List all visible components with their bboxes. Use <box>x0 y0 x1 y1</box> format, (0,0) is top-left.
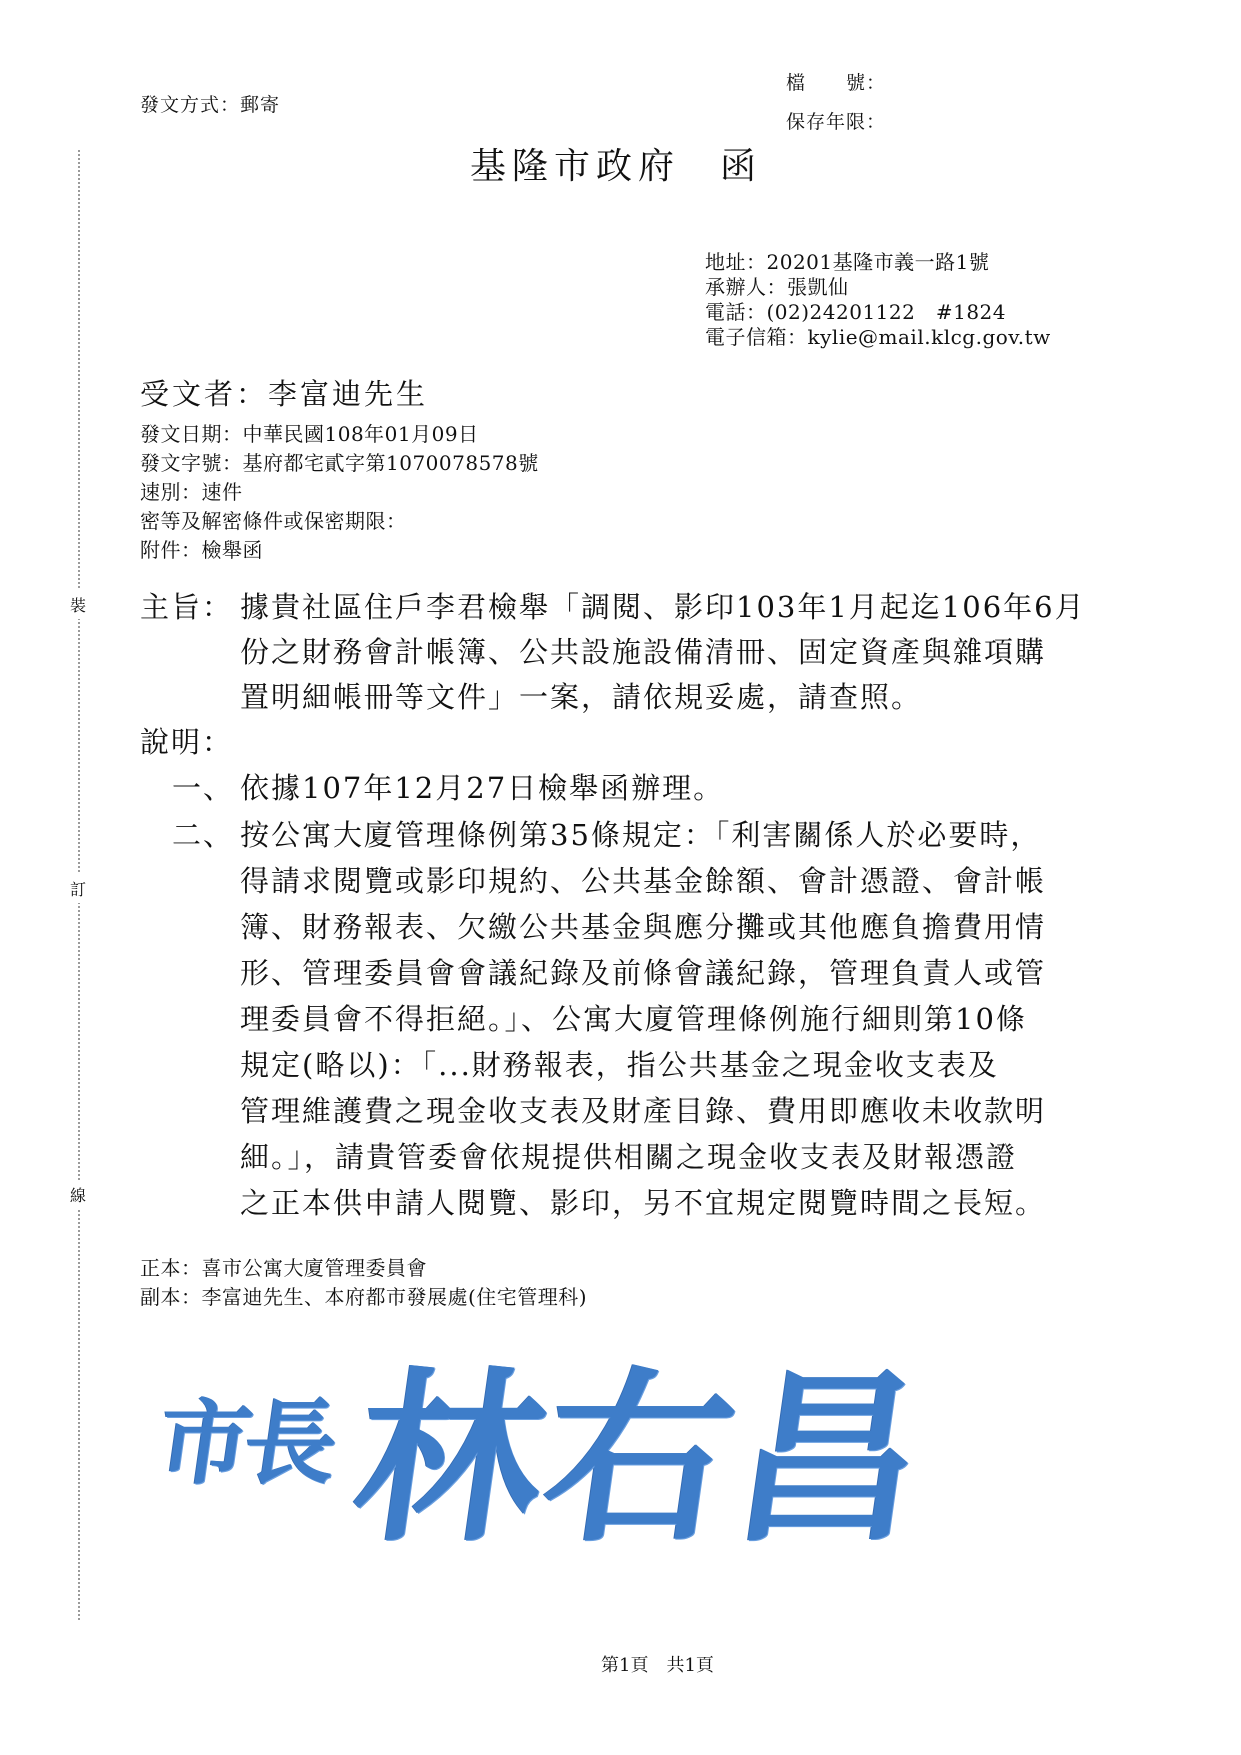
explanation-line: 依據107年12月27日檢舉函辦理。 <box>240 771 725 805</box>
signature-role: 市長 <box>151 1389 339 1497</box>
mayor-signature-stamp <box>151 1330 941 1567</box>
explanation-line: 按公寓大廈管理條例第35條規定：「利害關係人於必要時， <box>240 818 1042 852</box>
attachment: 附件：檢舉函 <box>140 538 263 562</box>
explanation-line: 簿、財務報表、欠繳公共基金與應分攤或其他應負擔費用情 <box>240 910 1047 944</box>
binding-mark-zhuang: 裝 <box>70 590 86 619</box>
file-number-label: 檔 號： <box>786 72 887 94</box>
recipient: 受文者：李富迪先生 <box>140 377 429 411</box>
signature-name: 林右昌 <box>342 1349 941 1567</box>
document-number: 發文字號：基府都宅貳字第1070078578號 <box>140 451 539 475</box>
page-number: 第1頁 共1頁 <box>601 1655 714 1676</box>
explanation-label: 說明： <box>140 725 234 759</box>
contact-address: 地址：20201基隆市義一路1號 <box>705 250 990 274</box>
explanation-item2-marker: 二、 <box>172 818 235 852</box>
explanation-item1-marker: 一、 <box>172 771 235 805</box>
secrecy-level: 密等及解密條件或保密期限： <box>140 509 407 533</box>
original-recipient: 正本：喜市公寓大廈管理委員會 <box>140 1256 427 1280</box>
document-title <box>470 138 762 189</box>
binding-mark-ding: 訂 <box>70 874 86 903</box>
subject-line: 據貴社區住戶李君檢舉「調閱、影印103年1月起迄106年6月 <box>240 590 1086 624</box>
explanation-line: 規定(略以)：「...財務報表，指公共基金之現金收支表及 <box>240 1048 999 1082</box>
subject-label: 主旨： <box>140 590 234 624</box>
contact-handler: 承辦人：張凱仙 <box>705 275 849 299</box>
explanation-line: 形、管理委員會會議紀錄及前條會議紀錄，管理負責人或管 <box>240 956 1047 990</box>
explanation-line: 管理維護費之現金收支表及財產目錄、費用即應收未收款明 <box>240 1094 1047 1128</box>
contact-email: 電子信箱：kylie@mail.klcg.gov.tw <box>705 325 1051 349</box>
delivery-method: 發文方式：郵寄 <box>140 94 281 116</box>
subject-line: 份之財務會計帳簿、公共設施設備清冊、固定資產與雜項購 <box>240 635 1047 669</box>
binding-mark-xian: 線 <box>70 1180 86 1209</box>
explanation-line: 之正本供申請人閱覽、影印，另不宜規定閱覽時間之長短。 <box>240 1186 1047 1220</box>
explanation-line: 細。」，請貴管委會依規提供相關之現金收支表及財報憑證 <box>240 1140 1018 1174</box>
contact-phone: 電話：(02)24201122 #1824 <box>705 300 1007 324</box>
retention-label: 保存年限： <box>786 111 887 133</box>
copy-recipient: 副本：李富迪先生、本府都市發展處(住宅管理科) <box>140 1285 588 1309</box>
explanation-line: 理委員會不得拒絕。」、公寓大廈管理條例施行細則第10條 <box>240 1002 1027 1036</box>
subject-line: 置明細帳冊等文件」一案，請依規妥處，請查照。 <box>240 680 923 714</box>
doc-type: 函 <box>720 146 763 187</box>
explanation-line: 得請求閱覽或影印規約、公共基金餘額、會計憑證、會計帳 <box>240 864 1047 898</box>
speed-class: 速別：速件 <box>140 480 243 504</box>
issue-date: 發文日期：中華民國108年01月09日 <box>140 422 479 446</box>
agency-name: 基隆市政府 <box>470 146 681 187</box>
